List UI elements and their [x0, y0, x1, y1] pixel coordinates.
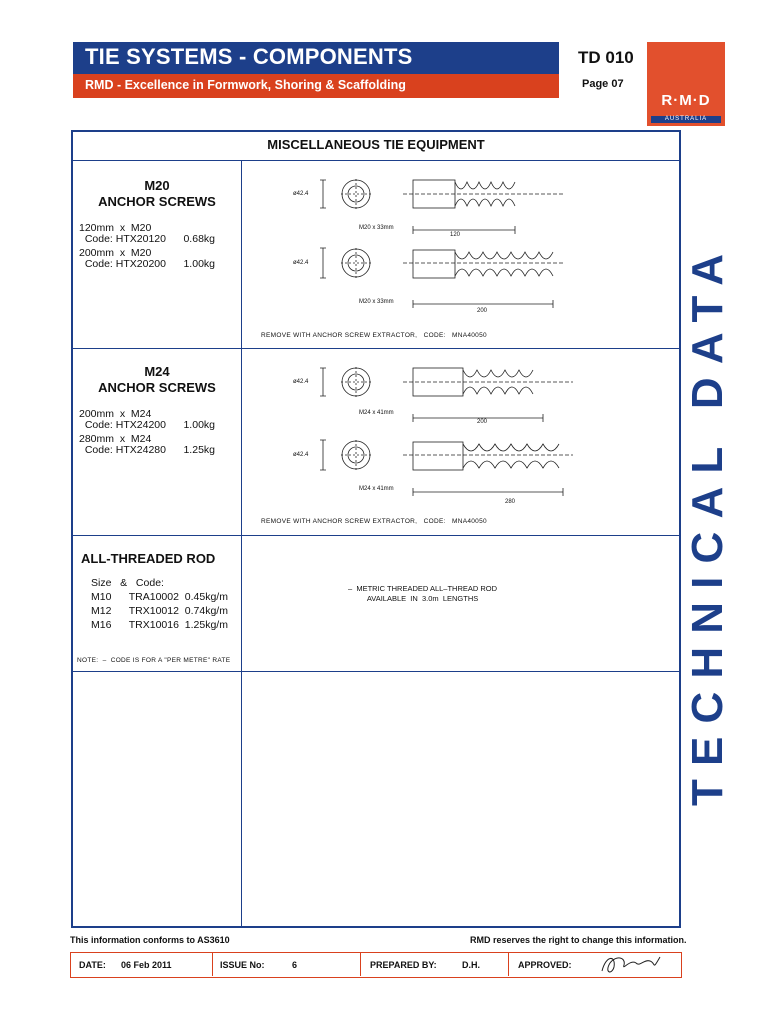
m20-dim-diameter: ø42.4: [293, 260, 309, 266]
column-divider: [241, 160, 242, 926]
m24-dim-length: 200: [477, 419, 488, 425]
approval-signature: [596, 951, 666, 979]
document-subtitle: RMD - Excellence in Formwork, Shoring & Scaffolding: [85, 78, 406, 92]
logo-subtext: AUSTRALIA: [651, 116, 721, 123]
m24-heading-size: M24: [144, 364, 170, 379]
prepared-cell: [360, 953, 509, 976]
issue-cell: [212, 953, 361, 976]
m20-heading: [73, 178, 241, 210]
m24-dim-diameter: ø42.4: [293, 452, 309, 458]
side-label-text: TECHNICAL DATA: [683, 254, 732, 806]
prepared-value: D.H.: [462, 960, 480, 970]
m24-extractor-note: REMOVE WITH ANCHOR SCREW EXTRACTOR, CODE: MNA40050: [261, 518, 487, 525]
document-code: TD 010: [578, 48, 634, 67]
date-cell: [71, 953, 213, 976]
m20-heading-size: M20: [144, 178, 170, 193]
m20-spec-line: 120mm x M20: [79, 222, 152, 234]
m20-spec-line: Code: HTX20200 1.00kg: [79, 258, 215, 270]
m24-dim-thread: M24 x 41mm: [359, 410, 394, 416]
m20-dim-diameter: ø42.4: [293, 191, 309, 197]
document-title: TIE SYSTEMS - COMPONENTS: [85, 44, 413, 69]
m20-dim-thread: M20 x 33mm: [359, 299, 394, 305]
rod-table-header: Size & Code:: [91, 577, 164, 589]
rights-statement: RMD reserves the right to change this information.: [470, 935, 687, 945]
date-label: DATE:: [79, 960, 106, 970]
m20-dim-thread: M20 x 33mm: [359, 225, 394, 231]
page-number: Page 07: [582, 78, 624, 90]
rmd-logo: [647, 42, 725, 126]
row-divider: [73, 671, 679, 672]
rod-description: – METRIC THREADED ALL–THREAD ROD AVAILABLE IN 3.0m LENGTHS: [348, 584, 498, 603]
m24-spec-line: Code: HTX24200 1.00kg: [79, 419, 215, 431]
approved-cell: [508, 953, 680, 976]
section-title-row: [73, 132, 679, 161]
rod-note: NOTE: – CODE IS FOR A "PER METRE" RATE: [77, 657, 231, 664]
date-value: 06 Feb 2011: [121, 960, 172, 970]
m24-heading: [73, 364, 241, 396]
rod-row: M12 TRX10012 0.74kg/m: [91, 605, 228, 617]
document-control-box: [70, 952, 682, 978]
approved-label: APPROVED:: [518, 960, 572, 970]
m20-anchor-screw-drawing: [263, 170, 593, 330]
m24-heading-label: ANCHOR SCREWS: [98, 380, 216, 395]
row-divider: [73, 535, 679, 536]
m24-spec-line: Code: HTX24280 1.25kg: [79, 444, 215, 456]
m24-dim-diameter: ø42.4: [293, 379, 309, 385]
row-divider: [73, 348, 679, 349]
m24-dim-length: 280: [505, 499, 516, 505]
m20-extractor-note: REMOVE WITH ANCHOR SCREW EXTRACTOR, CODE: MNA40050: [261, 332, 487, 339]
m20-spec-line: Code: HTX20120 0.68kg: [79, 233, 215, 245]
rod-row: M10 TRA10002 0.45kg/m: [91, 591, 228, 603]
m20-dim-length: 120: [450, 232, 461, 238]
m24-spec-line: 200mm x M24: [79, 408, 152, 420]
rod-row: M16 TRX10016 1.25kg/m: [91, 619, 228, 631]
section-title: MISCELLANEOUS TIE EQUIPMENT: [267, 137, 485, 152]
m20-dim-length: 200: [477, 308, 488, 314]
m20-heading-label: ANCHOR SCREWS: [98, 194, 216, 209]
logo-text: R·M·D: [661, 92, 711, 109]
issue-value: 6: [292, 960, 298, 970]
m24-anchor-screw-drawing: [263, 358, 593, 518]
m24-spec-line: 280mm x M24: [79, 433, 152, 445]
issue-label: ISSUE No:: [220, 960, 265, 970]
rod-heading: ALL-THREADED ROD: [81, 551, 216, 566]
m24-dim-thread: M24 x 41mm: [359, 486, 394, 492]
m20-spec-line: 200mm x M20: [79, 247, 152, 259]
prepared-label: PREPARED BY:: [370, 960, 437, 970]
conformance-statement: This information conforms to AS3610: [70, 935, 230, 945]
header-banner: [73, 42, 559, 98]
content-frame: [71, 130, 681, 928]
